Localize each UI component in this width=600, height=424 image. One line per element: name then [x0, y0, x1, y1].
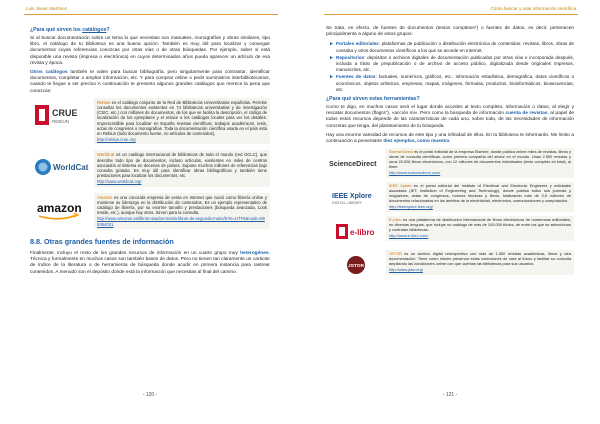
resource-row-worldcat	[30, 150, 270, 186]
paragraph-2-text: también te valen para buscar bibliografía, pero singularmente para contrastar, identificar documentos, completar o ampliar información, etc. Y para comprar online o pedir suministros interbibliotecarios, cuando te llegue a ser preciso A continuación te presento algunos grandes catálogos que merece la pena que conozcas:	[30, 70, 270, 94]
resource-link[interactable]: http://rebiun.crue.org	[97, 137, 136, 143]
header-rule	[24, 14, 278, 15]
right-page	[300, 0, 600, 424]
paragraph-3	[30, 251, 270, 276]
paragraph-2	[30, 70, 270, 95]
section-heading-tools: ¿Para qué sirven estas herramientas?	[326, 96, 420, 103]
left-page-header: Luis Javier Martínez	[26, 6, 68, 11]
jstor-logo	[326, 250, 386, 280]
header-rule	[324, 14, 578, 15]
list-item	[326, 55, 574, 74]
resource-name: ScienceDirect	[389, 149, 414, 155]
resource-row-elibro	[326, 216, 574, 246]
crue-rebiun-logo	[30, 98, 94, 132]
resource-link[interactable]: http://ieeexplore.ieee.org/	[389, 204, 433, 210]
heading-text-end: ?	[106, 27, 110, 33]
resource-name: JSTOR	[389, 251, 402, 257]
resource-row-rebiun	[30, 98, 270, 145]
section-heading-8-8: 8.8. Otras grandes fuentes de información	[30, 236, 174, 246]
amazon-logo	[30, 193, 94, 227]
bold-term: heterogéneo	[240, 250, 269, 256]
paragraph-text-a: Como te digo, en muchos casos será el lugar donde accedes al texto completo, información o datos, al elegir y rescatar documentos (flagra"), «acción mi». Pero como la búsqueda de información	[326, 105, 574, 117]
right-content	[326, 26, 574, 284]
bullet-term: Portales editoriales	[336, 41, 379, 47]
resource-text: es una plataforma de distribución internacional de libros electrónicos de numerosas editoriales, en diversas lenguas, que incluye un catálogo de más de 100.000 títulos, de entre los que se seleccionan y contratan bibliotecas.	[389, 217, 571, 233]
resource-description	[386, 250, 574, 275]
resource-text: es el catálogo conjunto de la Red de Bibliotecas Universitarias españolas. Permite consultar los documentos existentes en 74 bibliotecas universitarias y de investigación (CSIC, etc.) con millones de documentos, de los que se facilita la descripción, el código de localización de los ejemplares y el enlace a los catálogos locales para ver los detalles. Imprescindible para localizar en España revistas científicas, trabajos académicos, tesis, actas de congresos o monografías. Toda la documentación científica usada en el país está en Rebiun (todo documento fuente, no artículos de contenidos).	[97, 99, 267, 137]
resource-description	[94, 98, 270, 145]
heading-link[interactable]: catálogos	[82, 27, 107, 33]
bullet-term: Fuentes de datos	[336, 74, 376, 80]
logo-text: e-libro	[350, 228, 375, 238]
arrow-bullet-icon: ►	[329, 74, 334, 81]
intro-paragraph: Se trata, en efecto, de fuentes de documentos (textos completos*) o fuentes de datos, es decir, pertenecen principalmente a alguno de estos grupos:	[326, 26, 574, 38]
arrow-bullet-icon: ►	[329, 41, 334, 48]
resource-description	[386, 182, 574, 212]
resource-description	[94, 193, 270, 229]
resource-link[interactable]: http://www.worldcat.org/	[97, 179, 142, 185]
bullet-text: : depósitos o archivos digitales de documentación publicados por otras vías e incorporada después, incluida a título de prepublicación o de archivo de acceso público, digitalizada desde originales impresos, manuscritos, etc.	[336, 54, 574, 73]
logo-text: amazon	[37, 200, 82, 215]
logo-text: JSTOR	[348, 264, 364, 270]
resource-description	[386, 216, 574, 241]
section-heading-catalogs	[30, 27, 270, 33]
paragraph-text-a: Hay una enorme variedad de recursos de este tipo y una infinidad de ellos. En tu biblioteca te informarán. Me limito a continuación a presentarte	[326, 132, 574, 145]
resource-link[interactable]: http://www.sciencedirect.com/	[389, 170, 441, 176]
resource-name: Rebiun	[97, 99, 111, 105]
ieee-xplore-logo	[326, 182, 386, 212]
resource-type-list	[326, 41, 574, 93]
left-page-number: - 120 -	[142, 392, 158, 398]
paragraph-1: Si al buscar documentación sobre un tema lo que necesitas son manuales, monografías y obras similares, tipo libro, el catálogo de tu biblioteca es una buena opción. También es muy útil para localizar y conseguir documentos cuyas referencias conozcas por otras vías o de otras búsquedas. Por ejemplo, saber si está disponible una revista (impresa o electrónica) en cuyos determinados años pueda aparecer un artículo de esa revista y época.	[30, 36, 270, 66]
resource-row-jstor	[326, 250, 574, 280]
resource-name: Amazon	[97, 194, 113, 200]
paragraph-3-text-b: . Técnica y formalmente en muchos casos son también bases de datos. Pero no tienen tan claramente un carácter de índice de la literatura o de herramienta de búsqueda donde acudir en primera instancia para rastrear contenidos. A menudo son el depósito donde está la información que necesitas al final del camino.	[30, 250, 270, 275]
resource-text: es el portal editorial del Institute of Electrical and Electronic Engineers y entidades asociadas (IET: Institution of Engineering and Technology), donde publica todos sus journals y magazines, actas de congresos, normas técnicas y libros, totalizando más de 3,5 millones de documentos relacionados en los ámbitos de la electricidad, electrónica, comunicaciones y computación.	[389, 183, 571, 204]
logo-subtext: DIGITAL LIBRARY	[332, 201, 362, 206]
resource-text: es una conocida empresa de venta en Internet que nació como librería online y mantiene su liderazgo en la distribución de contenidos. Es un ejemplo representativo de catálogo de librería, por su enorme tamaño y prestaciones (búsqueda avanzada, Look Inside, etc.), aunque hay otros. Sirven para la consulta.	[97, 194, 267, 216]
logo-text: IEEE Xplore	[332, 193, 372, 201]
logo-text: WorldCat	[53, 163, 89, 173]
resource-description	[386, 148, 574, 178]
paragraph-examples	[326, 133, 574, 145]
resource-name: IEEE Xplore	[389, 183, 412, 189]
logo-subtext: REBIUN	[52, 118, 70, 124]
resource-link[interactable]: http://www.amazon.es/libros-usados-tienda-libros-de-segunda-mano/b?ie=UTF8&node=599364031	[97, 216, 265, 227]
list-item	[326, 41, 574, 53]
bold-term: diez ejemplos, como muestra	[383, 139, 450, 145]
resource-link[interactable]: http://www.e-libro.com/	[389, 233, 429, 239]
bold-term: Otros catálogos	[30, 70, 68, 76]
worldcat-logo	[30, 150, 94, 184]
logo-text: CRUE	[52, 107, 78, 118]
right-page-header: Cómo buscar y usar información científica	[490, 6, 576, 11]
paragraph-tools	[326, 105, 574, 130]
resource-row-ieee	[326, 182, 574, 212]
bullet-text: : factuales, numéricos, gráficos, etc.: información estadística, demográfica, datos científicos o económicos, objetos artísticos, empresas, mapas, imágenes, fórmulas, productos, bioinformáticos, biosecuencias, etc.	[336, 74, 575, 92]
bullet-term: Repositorios	[336, 54, 365, 60]
elibro-logo	[326, 216, 386, 246]
resource-description	[94, 150, 270, 186]
right-page-number: - 121 -	[442, 392, 458, 398]
resource-row-sciencedirect	[326, 148, 574, 178]
resource-name: E-Libro	[389, 217, 402, 223]
resource-row-amazon	[30, 193, 270, 229]
paragraph-3-text-a: Finalmente, incluyo el resto de los grandes recursos de información en un cuarto grupo muy	[30, 250, 241, 256]
resource-text: es un archivo digital retrospectivo con más de 1.500 revistas académicas, libros y otra documentación. Tiene como misión preservar estas colecciones de cara al futuro y facilitar su consulta ampliando las condiciones online con que cuentan las bibliotecas para sus usuarios.	[389, 251, 571, 267]
heading-text: ¿Para qué sirven los	[30, 27, 83, 33]
list-item	[326, 74, 574, 93]
resource-name: WorldCat	[97, 152, 115, 158]
bullet-text: : plataformas de publicación o distribución electrónica de contenidos: revistas, libros, obras de consulta y otros documentos científicos a los que se accede en Internet.	[336, 41, 574, 53]
paragraph-text-b: , al papel de todos estos recursos depende de las características de cada uno, sobre todo, de las necesidades de información concretas que tenga, del planteamiento de tu búsqueda.	[326, 111, 575, 129]
resource-text: es el portal editorial de la empresa Elsevier, donde publica online miles de revistas, libros y obras de consulta científicas, como primera compañía del sector en el mundo. Unas 2.500 revistas y unos 20.000 libros electrónicos, con 12 millones de documentos individuales (texto completo en total), al timer.	[389, 149, 571, 170]
bold-term: cuenta de revistas	[505, 111, 548, 117]
logo-text: ScienceDirect	[329, 159, 377, 169]
resource-text: es un catálogo internacional de bibliotecas de todo el mundo (red OCLC), que describe todo tipo de documentos, incluso artículos, existentes en miles de centros asociados al sistema en decenas de países. Supone muchos millones de referencias bajo consulta gratuita. Es muy útil para identificar obras bibliográficas y también tiene prestaciones para localizar los documentos, etc.	[97, 152, 267, 179]
sciencedirect-logo	[326, 148, 386, 178]
resource-link[interactable]: http://www.jstor.org/	[389, 267, 423, 273]
arrow-bullet-icon: ►	[329, 54, 334, 61]
left-content	[30, 27, 270, 279]
